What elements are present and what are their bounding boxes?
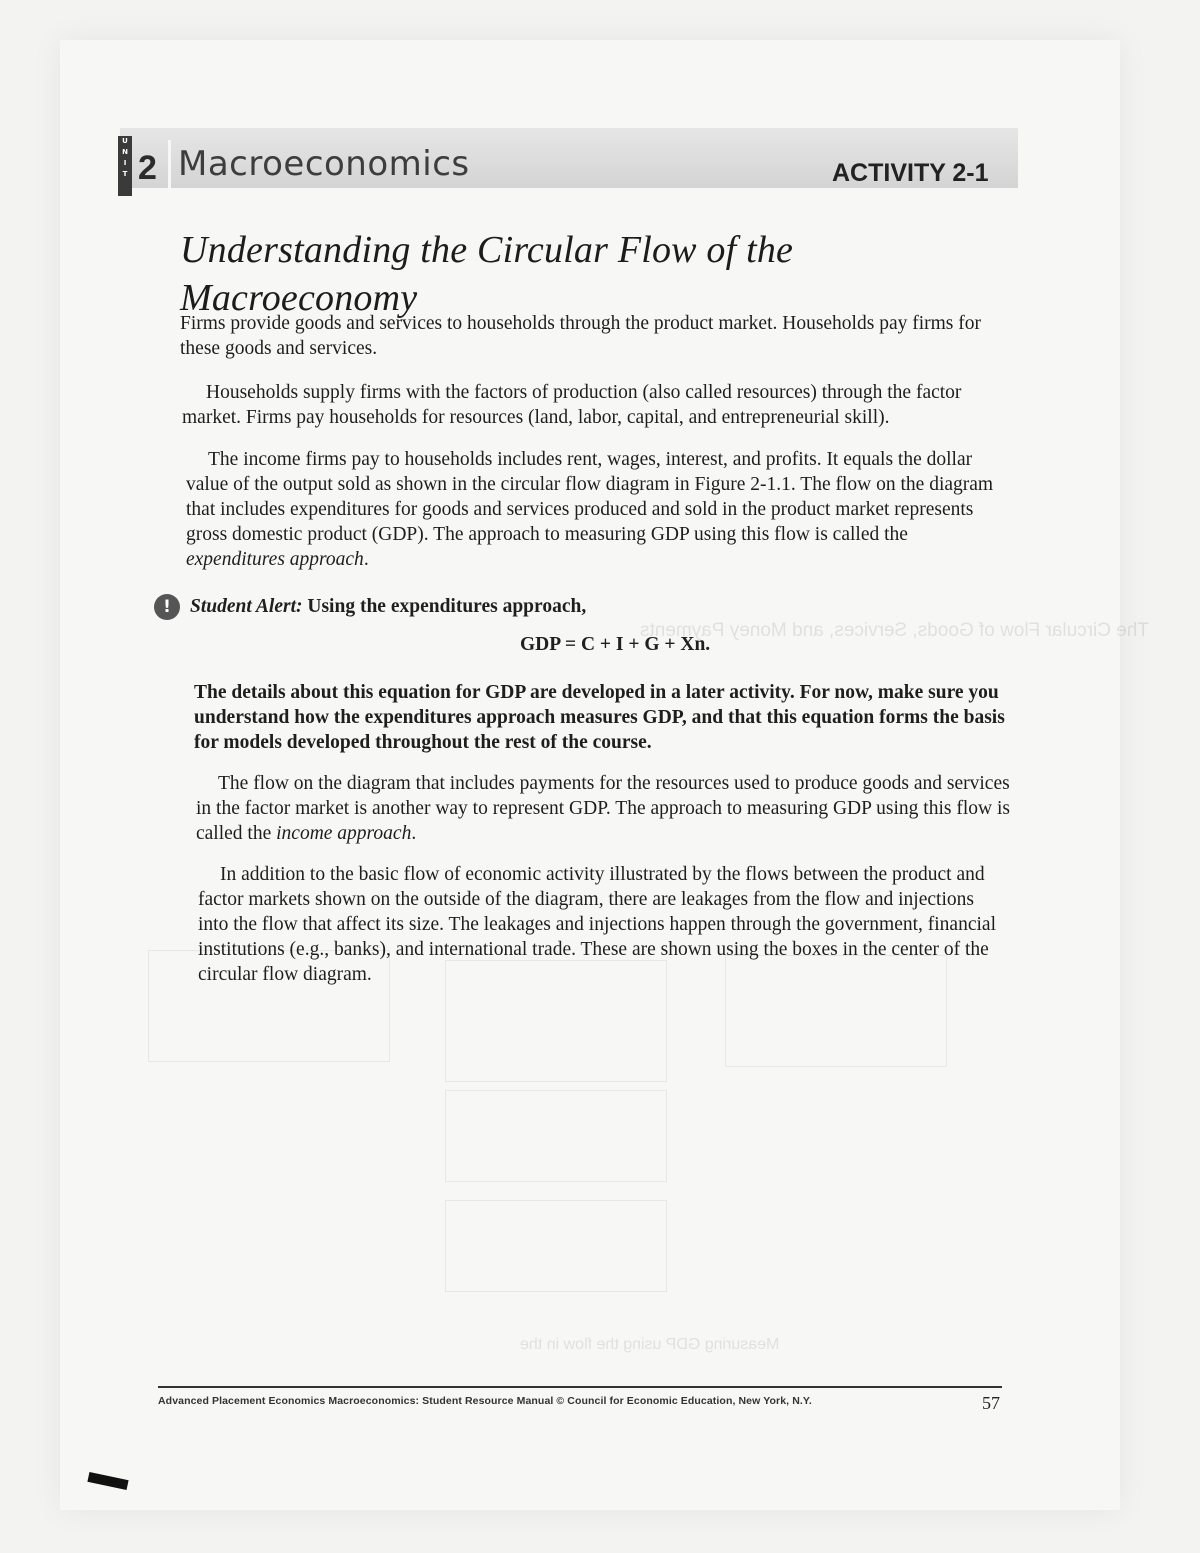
paragraph-end: .: [363, 549, 369, 570]
unit-title: Macroeconomics: [178, 144, 470, 184]
paragraph-text: The income firms pay to households includes rent, wages, interest, and profits. It equals the dollar value of the output sold as shown in the circular flow diagram in Figure 2-1.1. The flow on the diagram that includes expenditures for goods and services produced and sold in the product market represents gross domestic product (GDP). The approach to measuring GDP using this flow is called the: [186, 449, 994, 545]
unit-letter: I: [123, 159, 127, 167]
student-alert-text: Using the expenditures approach,: [302, 596, 587, 617]
footer-citation: Advanced Placement Economics Macroeconomics: Student Resource Manual © Council for Economic Education, New York, N.Y.: [158, 1395, 812, 1407]
paragraph-income-approach: [196, 771, 1016, 846]
alert-icon: !: [154, 594, 180, 620]
unit-letter: N: [122, 148, 128, 156]
gdp-equation: GDP = C + I + G + Xn.: [520, 634, 711, 655]
bleed-through-box-5: [445, 1200, 667, 1292]
income-approach-term: income approach: [276, 823, 412, 844]
paragraph-leakages-injections: In addition to the basic flow of economic activity illustrated by the flows between the product and factor markets shown on the outside of the diagram, there are leakages from the flow and injections into the flow that affect its size. The leakages and injections happen through the government, financial institutions (e.g., banks), and international trade. These are shown using the boxes in the center of the circular flow diagram.: [198, 864, 996, 985]
unit-letter: U: [122, 137, 128, 145]
paragraph-product-market: Firms provide goods and services to households through the product market. Households pay firms for these goods and services.: [180, 313, 981, 359]
paragraph-income-gdp: [186, 447, 1006, 572]
unit-label-strip: [118, 136, 132, 196]
bleed-through-caption: Measuring GDP using the flow in the: [520, 1336, 780, 1353]
activity-label: ACTIVITY 2-1: [832, 159, 989, 187]
paragraph-text: The flow on the diagram that includes payments for the resources used to produce goods and services in the factor market is another way to represent GDP. The approach to measuring GDP using this flow is called the: [196, 773, 1010, 844]
student-alert: [190, 594, 586, 620]
unit-divider: [168, 140, 171, 192]
expenditures-approach-term: expenditures approach: [186, 549, 364, 570]
paragraph-end: .: [411, 823, 417, 844]
page-title: Understanding the Circular Flow of the Macroeconomy: [180, 229, 794, 319]
paragraph-factor-market: Households supply firms with the factors of production (also called resources) through the factor market. Firms pay households for resources (land, labor, capital, and entrepreneurial skill).: [182, 382, 962, 428]
page-number: 57: [982, 1393, 1000, 1413]
student-alert-lead: Student Alert:: [190, 596, 303, 617]
bleed-through-box-4: [445, 1090, 667, 1182]
paragraph-equation-details: The details about this equation for GDP are developed in a later activity. For now, make sure you understand how the expenditures approach measures GDP, and that this equation forms the basis for models developed throughout the rest of the course.: [194, 682, 1005, 753]
unit-number: 2: [138, 149, 157, 187]
footer-rule: [158, 1386, 1002, 1388]
unit-letter: T: [122, 170, 128, 178]
bleed-through-heading: The Circular Flow of Goods, Services, and Money Payments: [640, 620, 1149, 641]
